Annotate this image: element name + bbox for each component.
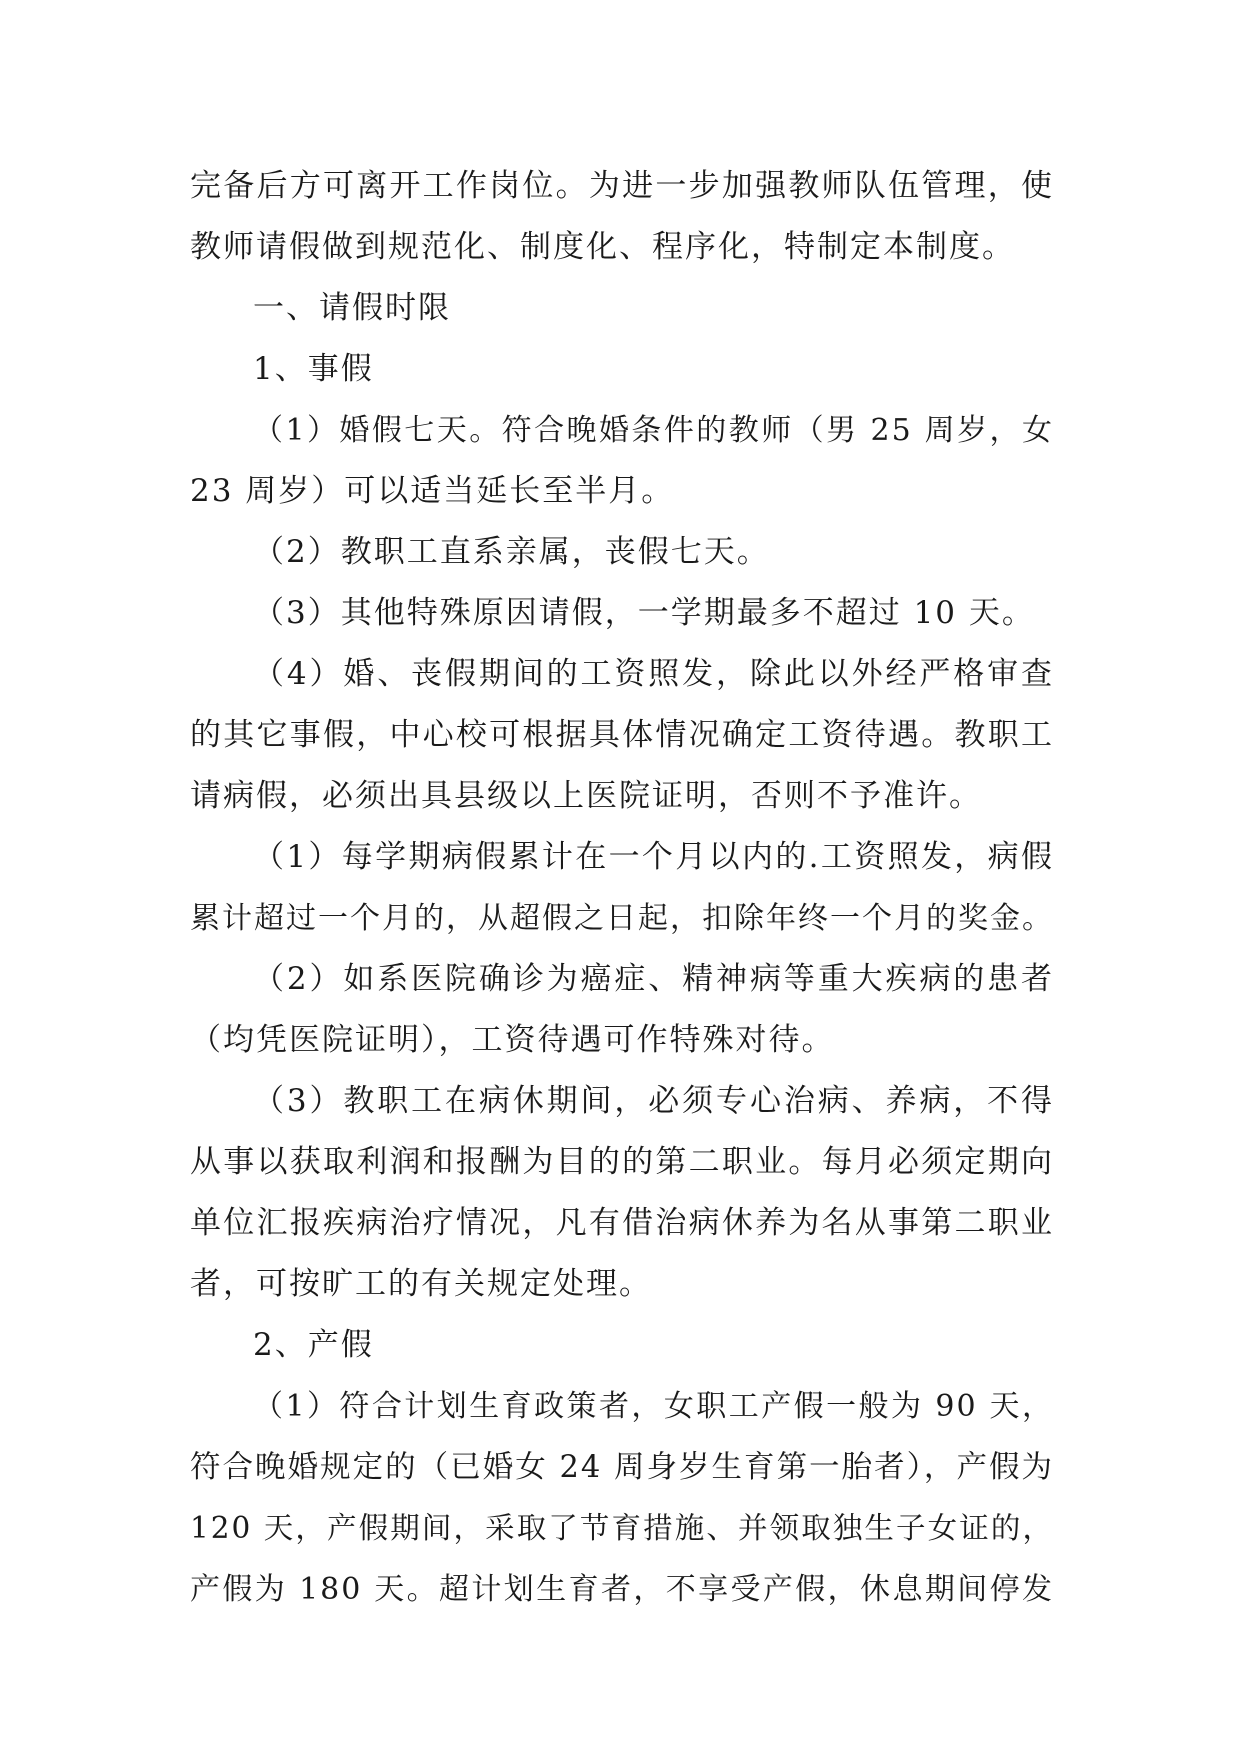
paragraph-line: （3）其他特殊原因请假，一学期最多不超过 10 天。 bbox=[253, 595, 1035, 631]
paragraph-line: 完备后方可离开工作岗位。为进一步加强教师队伍管理，使 bbox=[190, 168, 1054, 204]
paragraph-line: （1）婚假七天。符合晚婚条件的教师（男 25 周岁，女 bbox=[253, 413, 1054, 448]
paragraph-line: （1）每学期病假累计在一个月以内的.工资照发，病假 bbox=[253, 839, 1054, 875]
paragraph-line: （2）教职工直系亲属，丧假七天。 bbox=[253, 534, 770, 570]
paragraph-line: 符合晚婚规定的（已婚女 24 周身岁生育第一胎者），产假为 bbox=[190, 1450, 1054, 1485]
paragraph-line: 教师请假做到规范化、制度化、程序化，特制定本制度。 bbox=[190, 229, 1015, 265]
paragraph-line: 产假为 180 天。超计划生育者，不享受产假，休息期间停发 bbox=[190, 1572, 1054, 1607]
paragraph-line: 请病假，必须出具县级以上医院证明，否则不予准许。 bbox=[190, 778, 982, 814]
paragraph-line: （4）婚、丧假期间的工资照发，除此以外经严格审查 bbox=[253, 656, 1054, 692]
subsection-heading: 2、产假 bbox=[253, 1327, 374, 1363]
paragraph-line: 的其它事假，中心校可根据具体情况确定工资待遇。教职工 bbox=[190, 717, 1054, 753]
document-body bbox=[190, 156, 1054, 1620]
paragraph-line: （3）教职工在病休期间，必须专心治病、养病，不得 bbox=[253, 1083, 1054, 1119]
paragraph-line: 者，可按旷工的有关规定处理。 bbox=[190, 1266, 652, 1302]
paragraph-line: 120 天，产假期间，采取了节育措施、并领取独生子女证的， bbox=[190, 1511, 1054, 1545]
paragraph-line: 累计超过一个月的，从超假之日起，扣除年终一个月的奖金。 bbox=[190, 901, 1054, 936]
subsection-heading: 1、事假 bbox=[253, 351, 374, 387]
paragraph-line: 23 周岁）可以适当延长至半月。 bbox=[190, 473, 675, 509]
paragraph-line: 从事以获取利润和报酬为目的的第二职业。每月必须定期向 bbox=[190, 1144, 1054, 1180]
paragraph-line: （2）如系医院确诊为癌症、精神病等重大疾病的患者 bbox=[253, 961, 1054, 997]
paragraph-line: （1）符合计划生育政策者，女职工产假一般为 90 天， bbox=[253, 1389, 1054, 1424]
paragraph-line: 单位汇报疾病治疗情况，凡有借治病休养为名从事第二职业 bbox=[190, 1205, 1054, 1241]
paragraph-line: （均凭医院证明），工资待遇可作特殊对待。 bbox=[190, 1022, 835, 1058]
section-heading: 一、请假时限 bbox=[253, 290, 451, 326]
